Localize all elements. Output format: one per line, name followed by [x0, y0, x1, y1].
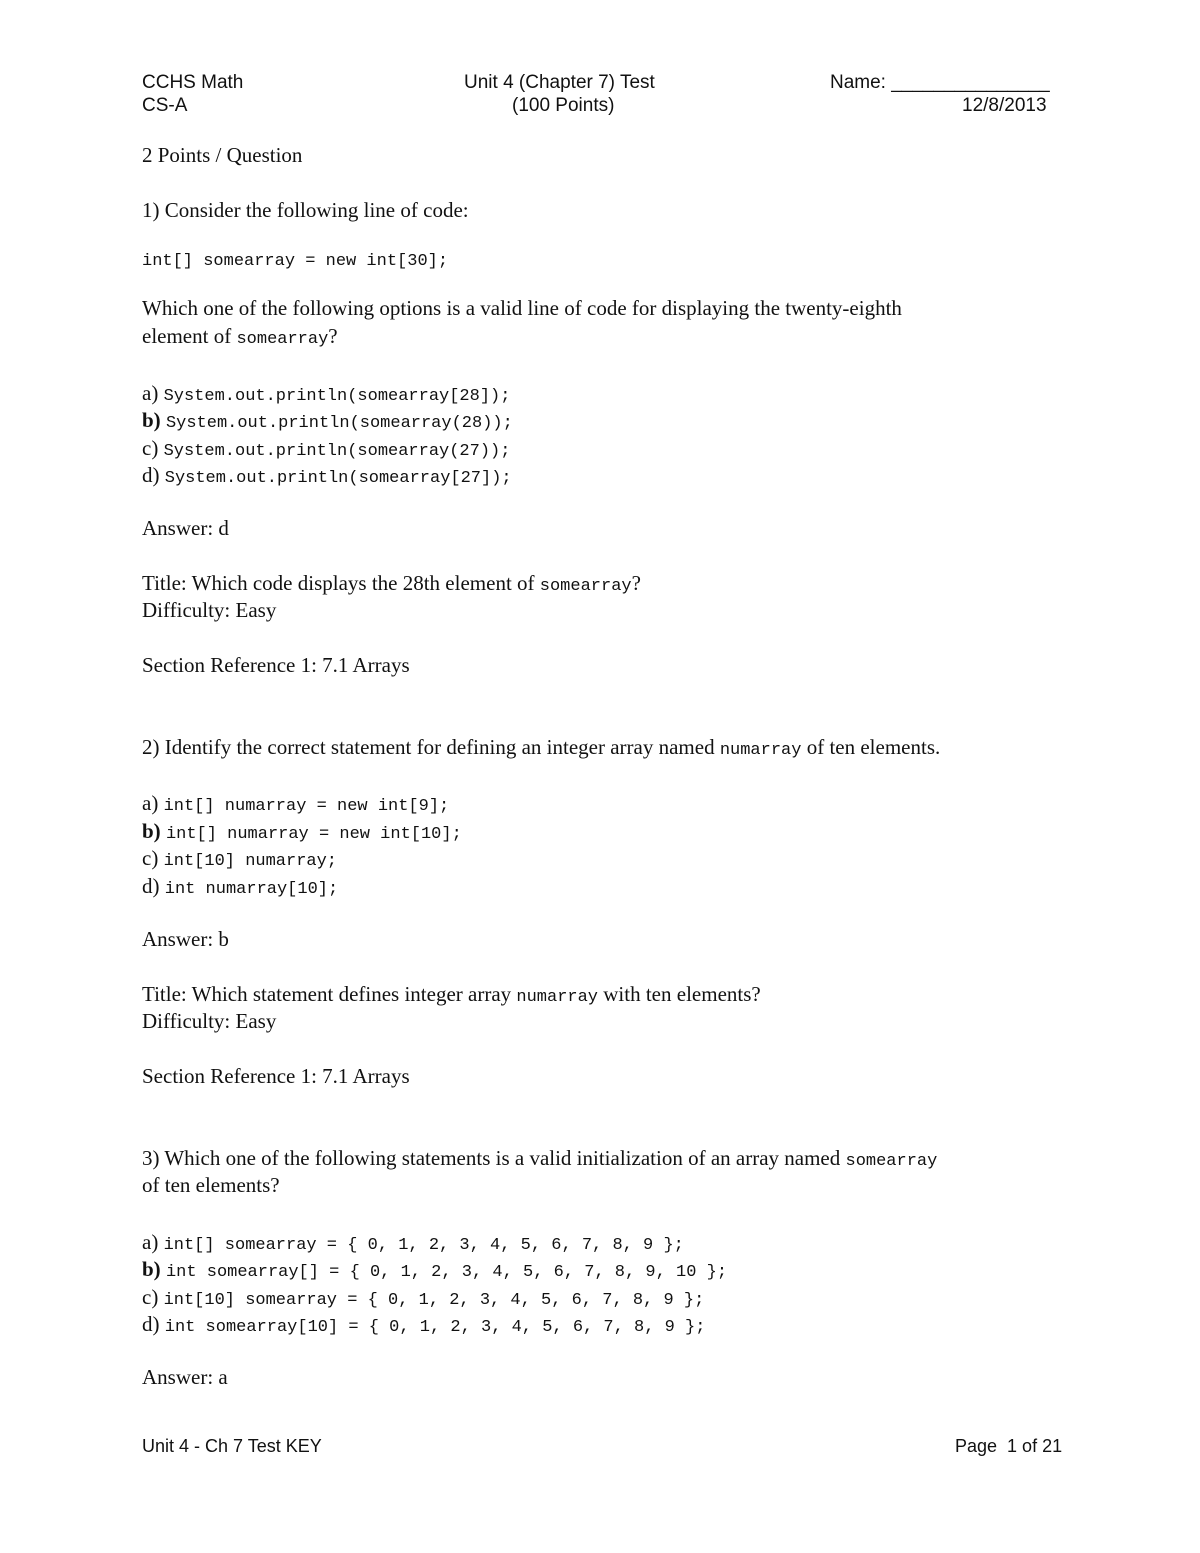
option-letter: a)	[142, 381, 164, 405]
q1-option-d	[142, 463, 512, 488]
footer-doc-name: Unit 4 - Ch 7 Test KEY	[142, 1436, 322, 1456]
header-class: CS-A	[142, 95, 188, 116]
q1-answer: Answer: d	[142, 516, 229, 540]
option-code: int[] somearray = { 0, 1, 2, 3, 4, 5, 6, 7, 8, 9 };	[163, 1236, 684, 1255]
q3-option-b	[142, 1257, 727, 1282]
q2-difficulty: Difficulty: Easy	[142, 1009, 277, 1033]
q1-title-text: Title: Which code displays the 28th element of	[142, 571, 540, 595]
q2-title-text: Title: Which statement defines integer array	[142, 982, 517, 1006]
points-per-question: 2 Points / Question	[142, 143, 303, 167]
option-letter: a)	[142, 1230, 164, 1254]
header-course: CCHS Math	[142, 72, 244, 93]
q1-title-end: ?	[631, 571, 641, 595]
q1-question-code: somearray	[236, 330, 329, 349]
q2-prompt-text: 2) Identify the correct statement for defining an integer array named	[142, 735, 720, 759]
q2-option-d	[142, 874, 338, 899]
header-test-title: Unit 4 (Chapter 7) Test	[464, 72, 655, 93]
option-letter: d)	[142, 463, 165, 487]
q2-prompt-code: numarray	[719, 741, 802, 760]
q2-title	[142, 982, 761, 1007]
option-code: System.out.println(somearray[28]);	[163, 387, 511, 406]
option-code: int somearray[] = { 0, 1, 2, 3, 4, 5, 6, 7, 8, 9, 10 };	[165, 1263, 728, 1282]
option-letter: c)	[142, 436, 164, 460]
q3-prompt-code: somearray	[845, 1152, 938, 1171]
option-code: int[] numarray = new int[9];	[163, 797, 450, 816]
option-letter: d)	[142, 874, 165, 898]
q3-prompt-text: 3) Which one of the following statements is a valid initialization of an array named	[142, 1146, 846, 1170]
q1-prompt: 1) Consider the following line of code:	[142, 198, 469, 222]
header-name-field: Name: _______________	[830, 72, 1050, 93]
q1-code-line: int[] somearray = new int[30];	[142, 252, 449, 271]
option-letter: b)	[142, 1257, 166, 1281]
q1-option-c	[142, 436, 510, 461]
option-letter: c)	[142, 1285, 164, 1309]
q2-prompt-end: of ten elements.	[801, 735, 941, 759]
q2-option-a	[142, 791, 449, 816]
q3-option-c	[142, 1285, 704, 1310]
option-code: System.out.println(somearray[27]);	[164, 469, 512, 488]
q3-option-a	[142, 1230, 684, 1255]
q3-prompt-line2: of ten elements?	[142, 1173, 280, 1197]
header-points: (100 Points)	[512, 95, 615, 116]
q2-prompt	[142, 735, 940, 760]
option-code: int[10] somearray = { 0, 1, 2, 3, 4, 5, 6, 7, 8, 9 };	[163, 1291, 705, 1310]
q1-question-line1: Which one of the following options is a valid line of code for displaying the twenty-eighth	[142, 296, 902, 320]
option-code: System.out.println(somearray(28));	[165, 414, 513, 433]
option-code: int[10] numarray;	[163, 852, 338, 871]
q2-answer: Answer: b	[142, 927, 229, 951]
q1-section-reference: Section Reference 1: 7.1 Arrays	[142, 653, 410, 677]
q1-difficulty: Difficulty: Easy	[142, 598, 277, 622]
option-letter: b)	[142, 408, 166, 432]
q1-option-b	[142, 408, 513, 433]
option-letter: d)	[142, 1312, 165, 1336]
q1-title-code: somearray	[539, 577, 632, 596]
footer-page-number: Page 1 of 21	[955, 1436, 1063, 1456]
option-letter: b)	[142, 819, 166, 843]
option-code: int[] numarray = new int[10];	[165, 825, 462, 844]
q3-option-d	[142, 1312, 705, 1337]
q2-title-code: numarray	[516, 988, 599, 1007]
q3-answer: Answer: a	[142, 1365, 228, 1389]
q1-question-end: ?	[328, 324, 338, 348]
q2-option-b	[142, 819, 462, 844]
q1-question-line2	[142, 324, 338, 349]
option-code: System.out.println(somearray(27));	[163, 442, 511, 461]
option-code: int somearray[10] = { 0, 1, 2, 3, 4, 5, 6, 7, 8, 9 };	[164, 1318, 706, 1337]
option-code: int numarray[10];	[164, 880, 339, 899]
option-letter: c)	[142, 846, 164, 870]
q1-title	[142, 571, 641, 596]
header-date: 12/8/2013	[962, 95, 1047, 116]
q2-section-reference: Section Reference 1: 7.1 Arrays	[142, 1064, 410, 1088]
q3-prompt-line1	[142, 1146, 937, 1171]
q2-title-end: with ten elements?	[598, 982, 761, 1006]
q1-question-text: element of	[142, 324, 237, 348]
q1-option-a	[142, 381, 510, 406]
q2-option-c	[142, 846, 337, 871]
option-letter: a)	[142, 791, 164, 815]
